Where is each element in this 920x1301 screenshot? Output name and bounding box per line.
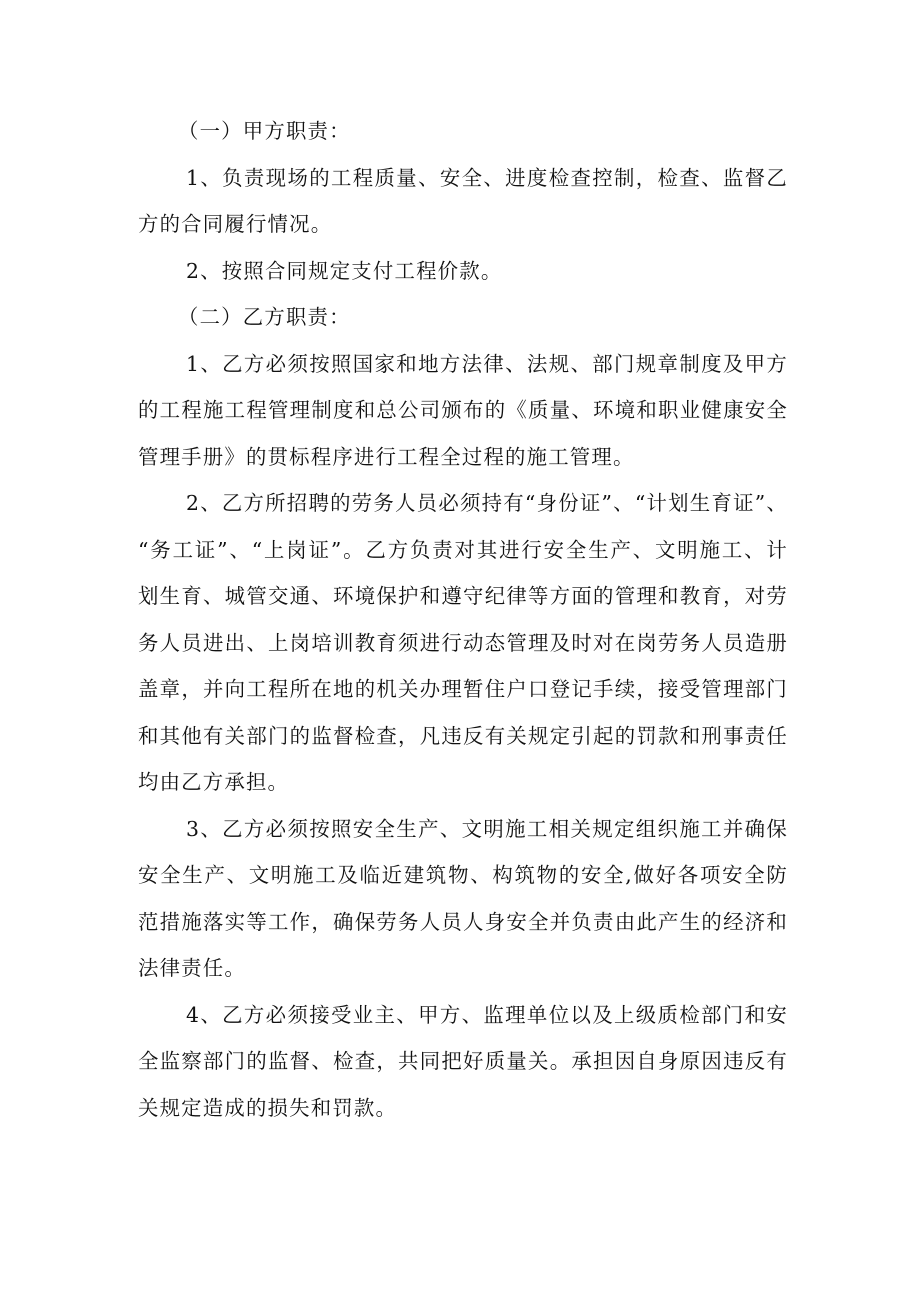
party-b-heading: （二）乙方职责： <box>178 305 351 329</box>
party-b-item-2: 2、乙方所招聘的劳务人员必须持有“身份证”、“计划生育证”、“务工证”、“上岗证”。乙方负责对其进行安全生产、文明施工、计划生育、城管交通、环境保护和遵守纪律等方面的管理和教育，对劳务人员进出、上岗培训教育须进行动态管理及时对在岗劳务人员造册盖章，并向工程所在地的机关办理暂住户口登记手续，接受管理部门和其他有关部门的监督检查，凡违反有关规定引起的罚款和刑事责任均由乙方承担。 <box>138 491 788 794</box>
party-a-section <box>138 108 788 294</box>
party-b-section <box>138 294 788 1131</box>
party-a-heading: （一）甲方职责： <box>178 119 351 143</box>
party-b-item-1: 1、乙方必须按照国家和地方法律、法规、部门规章制度及甲方的工程施工程管理制度和总公司颁布的《质量、环境和职业健康安全管理手册》的贯标程序进行工程全过程的施工管理。 <box>138 351 788 469</box>
party-b-item-3: 3、乙方必须按照安全生产、文明施工相关规定组织施工并确保安全生产、文明施工及临近建筑物、构筑物的安全,做好各项安全防范措施落实等工作，确保劳务人员人身安全并负责由此产生的经济和法律责任。 <box>138 816 788 980</box>
party-a-item-2: 2、按照合同规定支付工程价款。 <box>186 258 503 283</box>
document-page <box>138 108 788 1131</box>
party-a-item-1: 1、负责现场的工程质量、安全、进度检查控制，检查、监督乙方的合同履行情况。 <box>138 165 788 236</box>
party-b-item-4: 4、乙方必须接受业主、甲方、监理单位以及上级质检部门和安全监察部门的监督、检查，共同把好质量关。承担因自身原因违反有关规定造成的损失和罚款。 <box>138 1002 788 1120</box>
